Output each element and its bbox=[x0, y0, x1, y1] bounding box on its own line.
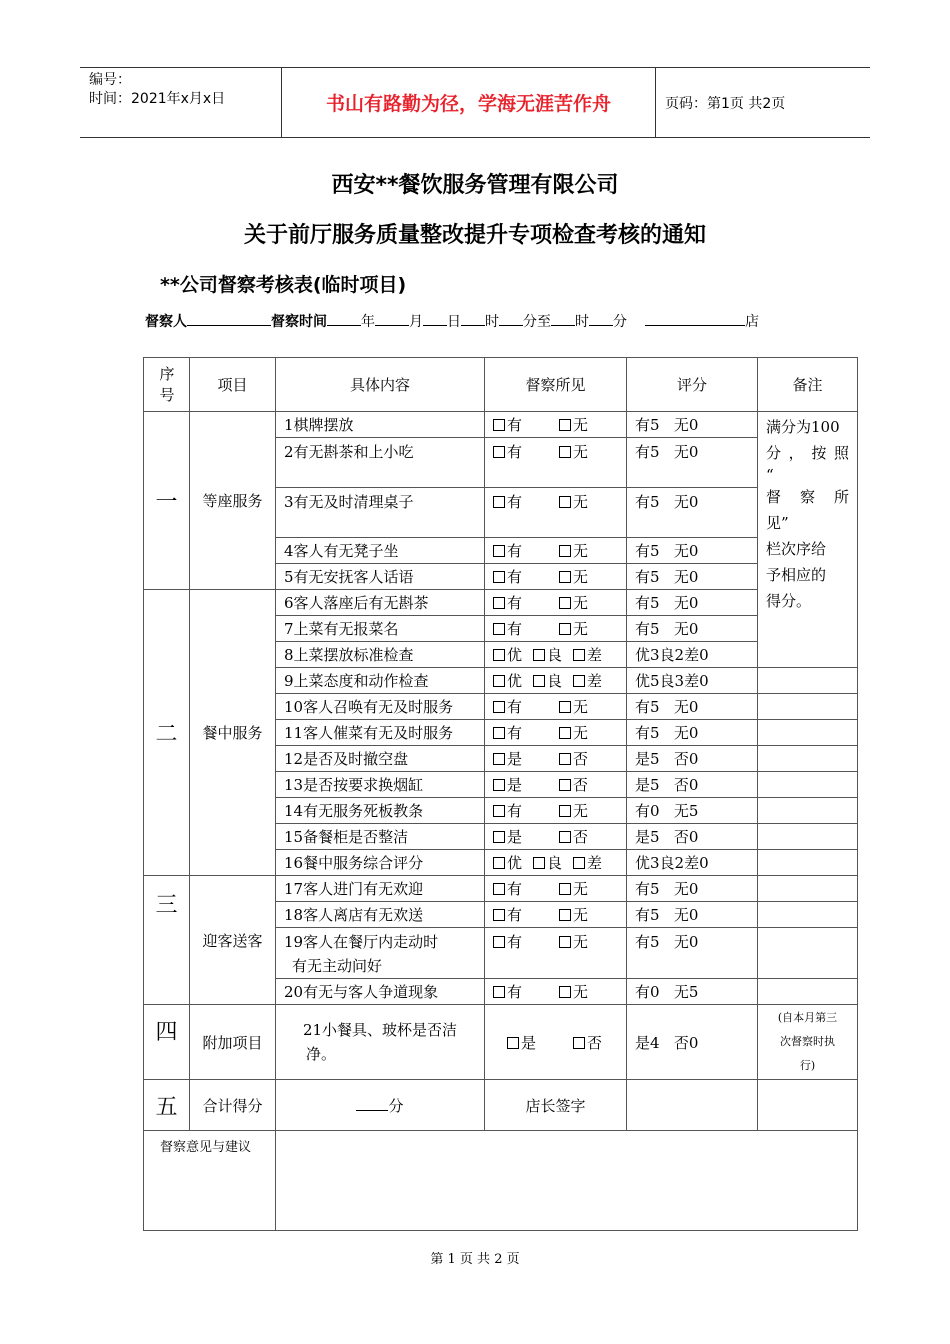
checkbox-wu[interactable] bbox=[559, 571, 571, 583]
checkbox-you[interactable] bbox=[493, 496, 505, 508]
row-score: 优5良3差0 bbox=[627, 668, 758, 694]
checkbox-you[interactable] bbox=[493, 545, 505, 557]
opinion-row bbox=[144, 1131, 858, 1231]
observed-options: 优 良 差 bbox=[485, 668, 627, 694]
day-blank[interactable] bbox=[423, 313, 447, 326]
observed-options: 有 无 bbox=[485, 438, 627, 488]
checkbox-wu[interactable] bbox=[559, 936, 571, 948]
observed-options: 有 无 bbox=[485, 798, 627, 824]
row-content: 4客人有无凳子坐 bbox=[276, 538, 485, 564]
row-score: 是5 否0 bbox=[627, 746, 758, 772]
remark-cell bbox=[758, 928, 858, 979]
time-label: 时间：2021年x月x日 bbox=[89, 91, 226, 107]
row-content: 1棋牌摆放 bbox=[276, 412, 485, 438]
row-content: 18客人离店有无欢送 bbox=[276, 902, 485, 928]
table-row bbox=[144, 412, 858, 438]
row-content: 8上菜摆放标准检查 bbox=[276, 642, 485, 668]
checkbox-you2[interactable] bbox=[493, 649, 505, 661]
checkbox-you[interactable] bbox=[493, 986, 505, 998]
observed-options: 有 无 bbox=[485, 488, 627, 538]
checkbox-you[interactable] bbox=[493, 701, 505, 713]
remark-cell bbox=[758, 850, 858, 876]
remark-note: 满分为100 分，按照 “ 督察所 见” 栏次序给 予相应的 得分。 bbox=[758, 412, 858, 668]
section-name-1: 等座服务 bbox=[190, 412, 276, 590]
checkbox-fou[interactable] bbox=[559, 753, 571, 765]
checkbox-fou[interactable] bbox=[559, 831, 571, 843]
checkbox-wu[interactable] bbox=[559, 597, 571, 609]
col-header-remark: 备注 bbox=[758, 358, 858, 412]
observed-options: 有 无 bbox=[485, 590, 627, 616]
manager-sign-field[interactable] bbox=[627, 1080, 758, 1131]
total-score-field[interactable] bbox=[276, 1080, 485, 1131]
row-score: 有5 无0 bbox=[627, 590, 758, 616]
checkbox-wu[interactable] bbox=[559, 909, 571, 921]
row-content: 19客人在餐厅内走动时 有无主动问好 bbox=[276, 928, 485, 979]
row-score: 有0 无5 bbox=[627, 979, 758, 1005]
checkbox-liang[interactable] bbox=[533, 675, 545, 687]
observed-options: 是 否 bbox=[485, 824, 627, 850]
observed-options: 有 无 bbox=[485, 694, 627, 720]
section-name-3: 迎客送客 bbox=[190, 876, 276, 1005]
remark-cell bbox=[758, 668, 858, 694]
section-number-5: 五 bbox=[144, 1080, 190, 1131]
observed-options: 是 否 bbox=[485, 1005, 627, 1080]
row-score: 优3良2差0 bbox=[627, 642, 758, 668]
table-row bbox=[144, 590, 858, 616]
row-score: 是5 否0 bbox=[627, 824, 758, 850]
row-content: 13是否按要求换烟缸 bbox=[276, 772, 485, 798]
checkbox-fou[interactable] bbox=[559, 779, 571, 791]
checkbox-wu[interactable] bbox=[559, 446, 571, 458]
row-content: 12是否及时撤空盘 bbox=[276, 746, 485, 772]
row-score: 有5 无0 bbox=[627, 538, 758, 564]
form-title: **公司督察考核表(临时项目) bbox=[160, 274, 407, 296]
checkbox-cha[interactable] bbox=[573, 857, 585, 869]
checkbox-wu[interactable] bbox=[559, 419, 571, 431]
inspection-info-line bbox=[145, 311, 759, 331]
checkbox-liang[interactable] bbox=[533, 649, 545, 661]
observed-options: 有 无 bbox=[485, 720, 627, 746]
checkbox-cha[interactable] bbox=[573, 649, 585, 661]
total-row bbox=[144, 1080, 858, 1131]
checkbox-you[interactable] bbox=[493, 909, 505, 921]
observed-options: 有 无 bbox=[485, 412, 627, 438]
observed-options: 是 否 bbox=[485, 746, 627, 772]
section-name-2: 餐中服务 bbox=[190, 590, 276, 876]
header-page-info: 页码：第1页 共2页 bbox=[665, 95, 786, 112]
checkbox-wu[interactable] bbox=[559, 727, 571, 739]
col-header-score: 评分 bbox=[627, 358, 758, 412]
hour2-label: 时 bbox=[575, 314, 589, 330]
checkbox-shi[interactable] bbox=[507, 1037, 519, 1049]
row-score: 优3良2差0 bbox=[627, 850, 758, 876]
hour2-blank[interactable] bbox=[551, 313, 575, 326]
total-unit: 分 bbox=[388, 1096, 404, 1115]
row-content: 16餐中服务综合评分 bbox=[276, 850, 485, 876]
checkbox-you[interactable] bbox=[493, 571, 505, 583]
observed-options: 是 否 bbox=[485, 772, 627, 798]
row-score: 有5 无0 bbox=[627, 616, 758, 642]
opinion-field[interactable] bbox=[276, 1131, 858, 1231]
checkbox-wu[interactable] bbox=[559, 545, 571, 557]
section-number-2: 二 bbox=[144, 590, 190, 876]
checkbox-you2[interactable] bbox=[493, 857, 505, 869]
year-blank[interactable] bbox=[327, 313, 361, 326]
remark-extra: (自本月第三 次督察时执 行) bbox=[758, 1005, 858, 1080]
time-label: 督察时间 bbox=[271, 314, 327, 330]
store-blank[interactable] bbox=[645, 313, 745, 326]
checkbox-fou[interactable] bbox=[573, 1037, 585, 1049]
observed-options: 有 无 bbox=[485, 902, 627, 928]
page-footer: 第 1 页 共 2 页 bbox=[430, 1252, 520, 1267]
observed-options: 有 无 bbox=[485, 876, 627, 902]
checkbox-wu[interactable] bbox=[559, 701, 571, 713]
remark-cell bbox=[758, 824, 858, 850]
row-content: 21小餐具、玻杯是否洁 净。 bbox=[276, 1005, 485, 1080]
section-number-4: 四 bbox=[144, 1005, 190, 1080]
manager-sign-label: 店长签字 bbox=[485, 1080, 627, 1131]
row-content: 6客人落座后有无斟茶 bbox=[276, 590, 485, 616]
row-content: 5有无安抚客人话语 bbox=[276, 564, 485, 590]
row-content: 10客人召唤有无及时服务 bbox=[276, 694, 485, 720]
checkbox-you[interactable] bbox=[493, 623, 505, 635]
checkbox-wu[interactable] bbox=[559, 883, 571, 895]
row-score: 有5 无0 bbox=[627, 928, 758, 979]
month-label: 月 bbox=[409, 314, 423, 330]
remark-cell bbox=[758, 979, 858, 1005]
remark-cell bbox=[758, 720, 858, 746]
row-score: 有5 无0 bbox=[627, 902, 758, 928]
row-score: 有5 无0 bbox=[627, 438, 758, 488]
observed-options: 有 无 bbox=[485, 616, 627, 642]
checkbox-shi[interactable] bbox=[493, 831, 505, 843]
row-content: 9上菜态度和动作检查 bbox=[276, 668, 485, 694]
day-label: 日 bbox=[447, 314, 461, 330]
minute-label: 分 bbox=[613, 314, 627, 330]
store-label: 店 bbox=[745, 314, 759, 330]
header-motto: 书山有路勤为径，学海无涯苦作舟 bbox=[281, 68, 656, 137]
col-header-item: 项目 bbox=[190, 358, 276, 412]
checkbox-wu[interactable] bbox=[559, 496, 571, 508]
remark-cell bbox=[758, 798, 858, 824]
checkbox-liang[interactable] bbox=[533, 857, 545, 869]
header-meta bbox=[80, 68, 281, 137]
remark-cell bbox=[758, 746, 858, 772]
checkbox-you2[interactable] bbox=[493, 675, 505, 687]
observed-options: 有 无 bbox=[485, 564, 627, 590]
row-content: 2有无斟茶和上小吃 bbox=[276, 438, 485, 488]
checkbox-shi[interactable] bbox=[493, 779, 505, 791]
opinion-label: 督察意见与建议 bbox=[144, 1131, 276, 1231]
observed-options: 优 良 差 bbox=[485, 642, 627, 668]
remark-cell bbox=[758, 694, 858, 720]
inspector-label: 督察人 bbox=[145, 314, 187, 330]
row-content: 7上菜有无报菜名 bbox=[276, 616, 485, 642]
checkbox-you[interactable] bbox=[493, 883, 505, 895]
col-header-number: 序号 bbox=[144, 358, 190, 412]
observed-options: 有 无 bbox=[485, 928, 627, 979]
remark-cell bbox=[758, 876, 858, 902]
row-content: 14有无服务死板教条 bbox=[276, 798, 485, 824]
total-score-blank[interactable] bbox=[356, 1098, 388, 1111]
section-number-1: 一 bbox=[144, 412, 190, 590]
row-score: 有5 无0 bbox=[627, 488, 758, 538]
col-header-content: 具体内容 bbox=[276, 358, 485, 412]
serial-label: 编号： bbox=[89, 72, 131, 88]
minute2-blank[interactable] bbox=[589, 313, 613, 326]
row-content: 17客人进门有无欢迎 bbox=[276, 876, 485, 902]
remark-cell bbox=[758, 1080, 858, 1131]
section-name-4: 附加项目 bbox=[190, 1005, 276, 1080]
section-number-3: 三 bbox=[144, 876, 190, 1005]
inspector-blank[interactable] bbox=[187, 313, 271, 326]
remark-cell bbox=[758, 772, 858, 798]
table-row bbox=[144, 876, 858, 902]
remark-cell bbox=[758, 902, 858, 928]
hour-label: 时 bbox=[485, 314, 499, 330]
checkbox-wu[interactable] bbox=[559, 805, 571, 817]
section-name-5: 合计得分 bbox=[190, 1080, 276, 1131]
month-blank[interactable] bbox=[375, 313, 409, 326]
row-score: 是4 否0 bbox=[627, 1005, 758, 1080]
row-content: 20有无与客人争道现象 bbox=[276, 979, 485, 1005]
row-score: 有0 无5 bbox=[627, 798, 758, 824]
checkbox-you[interactable] bbox=[493, 936, 505, 948]
minute-to-label: 分至 bbox=[523, 314, 551, 330]
observed-options: 有 无 bbox=[485, 979, 627, 1005]
row-score: 有5 无0 bbox=[627, 876, 758, 902]
row-score: 有5 无0 bbox=[627, 694, 758, 720]
row-content: 15备餐柜是否整洁 bbox=[276, 824, 485, 850]
page-header bbox=[80, 67, 870, 138]
checkbox-cha[interactable] bbox=[573, 675, 585, 687]
checkbox-you[interactable] bbox=[493, 597, 505, 609]
table-row bbox=[144, 1005, 858, 1080]
checkbox-wu[interactable] bbox=[559, 986, 571, 998]
row-content: 3有无及时清理桌子 bbox=[276, 488, 485, 538]
table-header-row bbox=[144, 358, 858, 412]
minute-blank[interactable] bbox=[499, 313, 523, 326]
row-score: 有5 无0 bbox=[627, 720, 758, 746]
year-label: 年 bbox=[361, 314, 375, 330]
col-header-observed: 督察所见 bbox=[485, 358, 627, 412]
checkbox-you[interactable] bbox=[493, 805, 505, 817]
checkbox-wu[interactable] bbox=[559, 623, 571, 635]
row-score: 有5 无0 bbox=[627, 412, 758, 438]
row-score: 有5 无0 bbox=[627, 564, 758, 590]
company-title: 西安**餐饮服务管理有限公司 bbox=[331, 173, 619, 198]
checkbox-you[interactable] bbox=[493, 419, 505, 431]
checkbox-you[interactable] bbox=[493, 727, 505, 739]
checkbox-you[interactable] bbox=[493, 446, 505, 458]
inspection-table bbox=[143, 357, 858, 1231]
observed-options: 优 良 差 bbox=[485, 850, 627, 876]
row-content: 11客人催菜有无及时服务 bbox=[276, 720, 485, 746]
notice-title: 关于前厅服务质量整改提升专项检查考核的通知 bbox=[243, 223, 706, 248]
hour-blank[interactable] bbox=[461, 313, 485, 326]
checkbox-shi[interactable] bbox=[493, 753, 505, 765]
row-score: 是5 否0 bbox=[627, 772, 758, 798]
observed-options: 有 无 bbox=[485, 538, 627, 564]
